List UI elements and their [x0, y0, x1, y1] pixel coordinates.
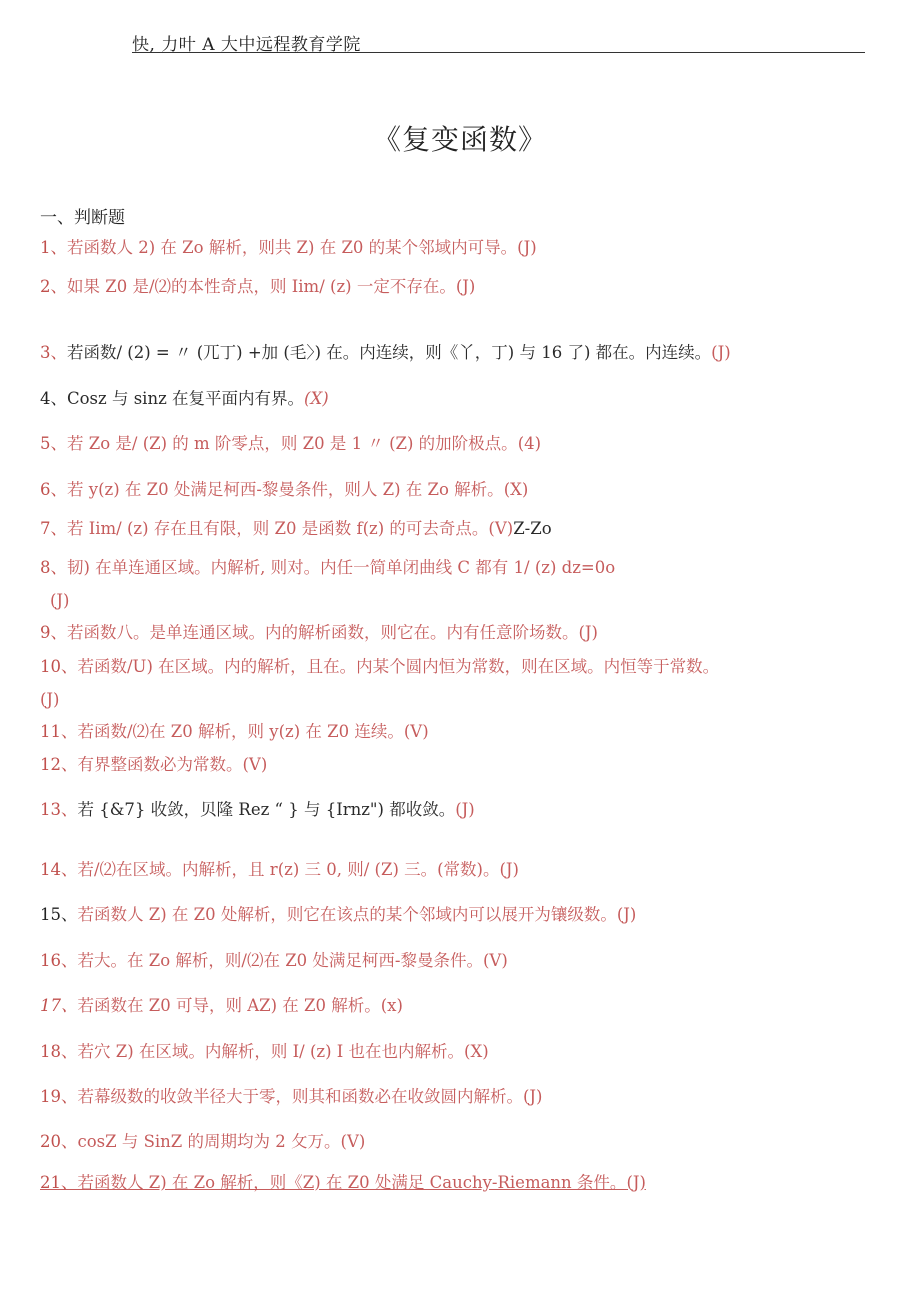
section-heading: 一、判断题: [40, 208, 125, 228]
question-item: [40, 721, 890, 743]
question-item: [40, 904, 890, 926]
answer-mark: (J): [711, 343, 731, 362]
question-number: 1、: [40, 238, 67, 257]
question-item: [40, 656, 890, 678]
answer-mark: (V): [482, 951, 508, 970]
question-item: [50, 590, 890, 612]
question-item: [40, 859, 890, 881]
question-text: Cosz 与 sinz 在复平面内有界。: [67, 389, 305, 408]
question-number: 6、: [40, 480, 67, 499]
question-item: [40, 237, 890, 259]
question-text: 若函数八。是单连通区域。内的解析函数，则它在。内有任意阶场数。: [67, 623, 579, 642]
answer-mark: (V): [403, 722, 429, 741]
question-number: 14、: [40, 860, 78, 879]
question-number: 20、: [40, 1132, 78, 1151]
question-item: [40, 1172, 890, 1194]
question-number: 3、: [40, 343, 67, 362]
question-item: [40, 799, 890, 821]
question-item: [40, 995, 890, 1017]
answer-mark: (J): [616, 905, 637, 924]
question-text: 韧) 在单连通区域。内解析, 则对。内任一简单闭曲线 C 都有 1/ (z) dz=0o: [67, 558, 616, 577]
question-item: [40, 276, 890, 298]
question-number: 9、: [40, 623, 67, 642]
question-item: [40, 622, 890, 644]
page-title: 《复变函数》: [372, 123, 547, 156]
answer-mark: (J): [40, 690, 60, 709]
question-number: 17、: [40, 996, 78, 1015]
question-item: [40, 433, 890, 455]
answer-mark: (V): [242, 755, 268, 774]
answer-mark: (J): [455, 800, 475, 819]
answer-mark: (J): [523, 1087, 543, 1106]
question-item: [40, 388, 890, 410]
question-text: 若函数人 Z) 在 Zo 解析，则《Z) 在 Z0 处满足 Cauchy-Riemann 条件。: [77, 1173, 627, 1192]
question-text: 若函数/U) 在区域。内的解析，且在。内某个圆内恒为常数，则在区域。内恒等于常数。: [77, 657, 720, 676]
question-item: [40, 754, 890, 776]
question-text: 若 {&7} 收敛，贝隆 Rez “ } 与 {Irnz") 都收敛。: [77, 800, 456, 819]
question-number: 4、: [40, 389, 67, 408]
question-text: 若函数/ (2) = 〃 (兀丁) +加 (毛〉) 在。内连续，则《丫，丁) 与 16 了) 都在。内连续。: [67, 343, 712, 362]
answer-mark: (J): [626, 1173, 646, 1192]
question-text: 若函数人 Z) 在 Z0 处解析，则它在该点的某个邻域内可以展开为镶级数。: [77, 905, 617, 924]
question-number: 19、: [40, 1087, 78, 1106]
answer-mark: (V): [488, 519, 514, 538]
question-item: [40, 342, 890, 364]
question-text: 若 Zo 是/ (Z) 的 m 阶零点，则 Z0 是 1 〃 (Z) 的加阶极点。: [67, 434, 518, 453]
answer-mark: (X): [304, 389, 329, 408]
question-item: [40, 689, 890, 711]
question-item: [40, 518, 890, 540]
question-number: 11、: [40, 722, 78, 741]
answer-mark: (J): [455, 277, 476, 296]
question-number: 7、: [40, 519, 67, 538]
question-number: 13、: [40, 800, 78, 819]
answer-mark: (J): [517, 238, 537, 257]
answer-mark: (J): [499, 860, 519, 879]
question-number: 21、: [40, 1173, 78, 1192]
question-text: 若函数在 Z0 可导，则 AZ) 在 Z0 解析。: [77, 996, 381, 1015]
question-item: [40, 950, 890, 972]
question-number: 12、: [40, 755, 78, 774]
question-text: 若穴 Z) 在区域。内解析，则 I/ (z) I 也在也内解析。: [77, 1042, 465, 1061]
question-number: 5、: [40, 434, 67, 453]
header-text: 快, 力叶 A 大中远程教育学院: [132, 35, 361, 55]
answer-mark: (J): [50, 591, 70, 610]
question-tail: Z-Zo: [513, 519, 552, 538]
answer-mark: (X): [503, 480, 529, 499]
question-number: 18、: [40, 1042, 78, 1061]
question-text: 若幕级数的收敛半径大于零，则其和函数必在收敛圆内解析。: [77, 1087, 523, 1106]
answer-mark: (V): [340, 1132, 366, 1151]
question-text: 若函数人 2) 在 Zo 解析，则共 Z) 在 Z0 的某个邻域内可导。: [67, 238, 518, 257]
question-text: 若大。在 Zo 解析，则/⑵在 Z0 处满足柯西-黎曼条件。: [77, 951, 483, 970]
answer-mark: (J): [578, 623, 598, 642]
question-text: cosZ 与 SinZ 的周期均为 2 攵万。: [77, 1132, 341, 1151]
question-number: 10、: [40, 657, 78, 676]
answer-mark: (X): [464, 1042, 489, 1061]
answer-mark: (4): [517, 434, 542, 453]
question-item: [40, 479, 890, 501]
question-number: 16、: [40, 951, 78, 970]
answer-mark: (x): [380, 996, 403, 1015]
question-text: 若函数/⑵在 Z0 解析，则 y(z) 在 Z0 连续。: [77, 722, 404, 741]
question-text: 有界整函数必为常数。: [77, 755, 243, 774]
question-number: 8、: [40, 558, 67, 577]
question-number: 15、: [40, 905, 78, 924]
question-text: 若/⑵在区域。内解析，且 r(z) 三 0, 则/ (Z) 三。(常数)。: [77, 860, 500, 879]
question-item: [40, 1041, 890, 1063]
question-number: 2、: [40, 277, 67, 296]
question-text: 如果 Z0 是/⑵的本性奇点，则 Iim/ (z) 一定不存在。: [67, 277, 456, 296]
question-item: [40, 1086, 890, 1108]
question-text: 若 Iim/ (z) 存在且有限，则 Z0 是函数 f(z) 的可去奇点。: [67, 519, 489, 538]
question-item: [40, 557, 890, 579]
question-text: 若 y(z) 在 Z0 处满足柯西-黎曼条件，则人 Z) 在 Zo 解析。: [67, 480, 504, 499]
question-item: [40, 1131, 890, 1153]
page-header: [132, 30, 865, 53]
